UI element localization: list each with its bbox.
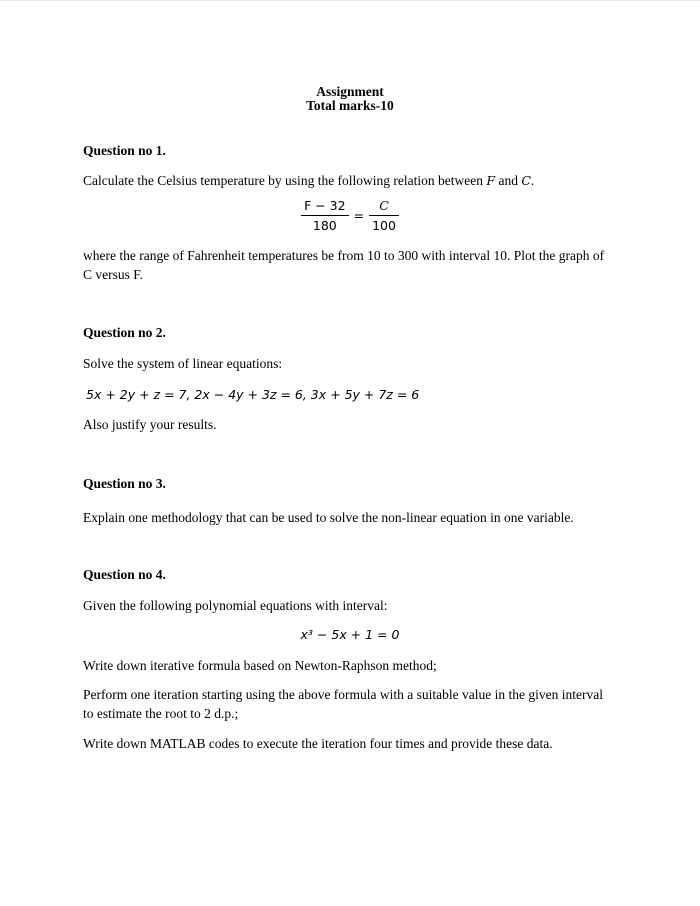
question-2-outro: Also justify your results. xyxy=(83,417,217,432)
question-4-equation: x³ − 5x + 1 = 0 xyxy=(300,627,400,642)
question-1-formula xyxy=(0,198,700,233)
formula-right-numerator: C xyxy=(369,198,399,216)
formula-right-denominator: 100 xyxy=(372,218,396,233)
question-4-item-2-line-2: to estimate the root to 2 d.p.; xyxy=(83,706,239,721)
formula-left-fraction xyxy=(301,198,349,233)
question-4-item-2-line-1: Perform one iteration starting using the above formula with a suitable value in the given interval xyxy=(83,687,603,702)
formula-right-fraction xyxy=(369,198,399,233)
question-1-plot-text: C versus F. xyxy=(83,267,144,282)
q1-intro-text: Calculate the Celsius temperature by using the following relation between xyxy=(83,173,487,188)
question-3-text: Explain one methodology that can be used to solve the non-linear equation in one variable. xyxy=(83,510,574,525)
page-title: Assignment xyxy=(316,84,384,99)
question-1-intro xyxy=(83,171,623,190)
question-2-heading: Question no 2. xyxy=(83,325,166,340)
q1-and: and xyxy=(495,173,522,188)
formula-equals: = xyxy=(353,208,365,223)
question-1-heading: Question no 1. xyxy=(83,143,166,158)
total-marks: Total marks-10 xyxy=(306,98,394,113)
question-4-item-3: Write down MATLAB codes to execute the iteration four times and provide these data. xyxy=(83,736,553,751)
question-2-equations: 5x + 2y + z = 7, 2x − 4y + 3z = 6, 3x + 5y + 7z = 6 xyxy=(86,387,420,402)
q1-var-f: F xyxy=(486,173,496,188)
question-2-intro: Solve the system of linear equations: xyxy=(83,356,283,371)
question-3-heading: Question no 3. xyxy=(83,476,166,491)
question-4-item-1: Write down iterative formula based on Newton-Raphson method; xyxy=(83,658,437,673)
question-1-range-text: where the range of Fahrenheit temperatures be from 10 to 300 with interval 10. Plot the graph of xyxy=(83,248,605,263)
q1-var-c: C xyxy=(521,173,531,188)
q1-period: . xyxy=(530,173,535,188)
formula-left-numerator: F − 32 xyxy=(301,198,349,216)
question-4-heading: Question no 4. xyxy=(83,567,166,582)
formula-left-denominator: 180 xyxy=(312,218,337,233)
question-4-intro: Given the following polynomial equations with interval: xyxy=(83,598,388,613)
